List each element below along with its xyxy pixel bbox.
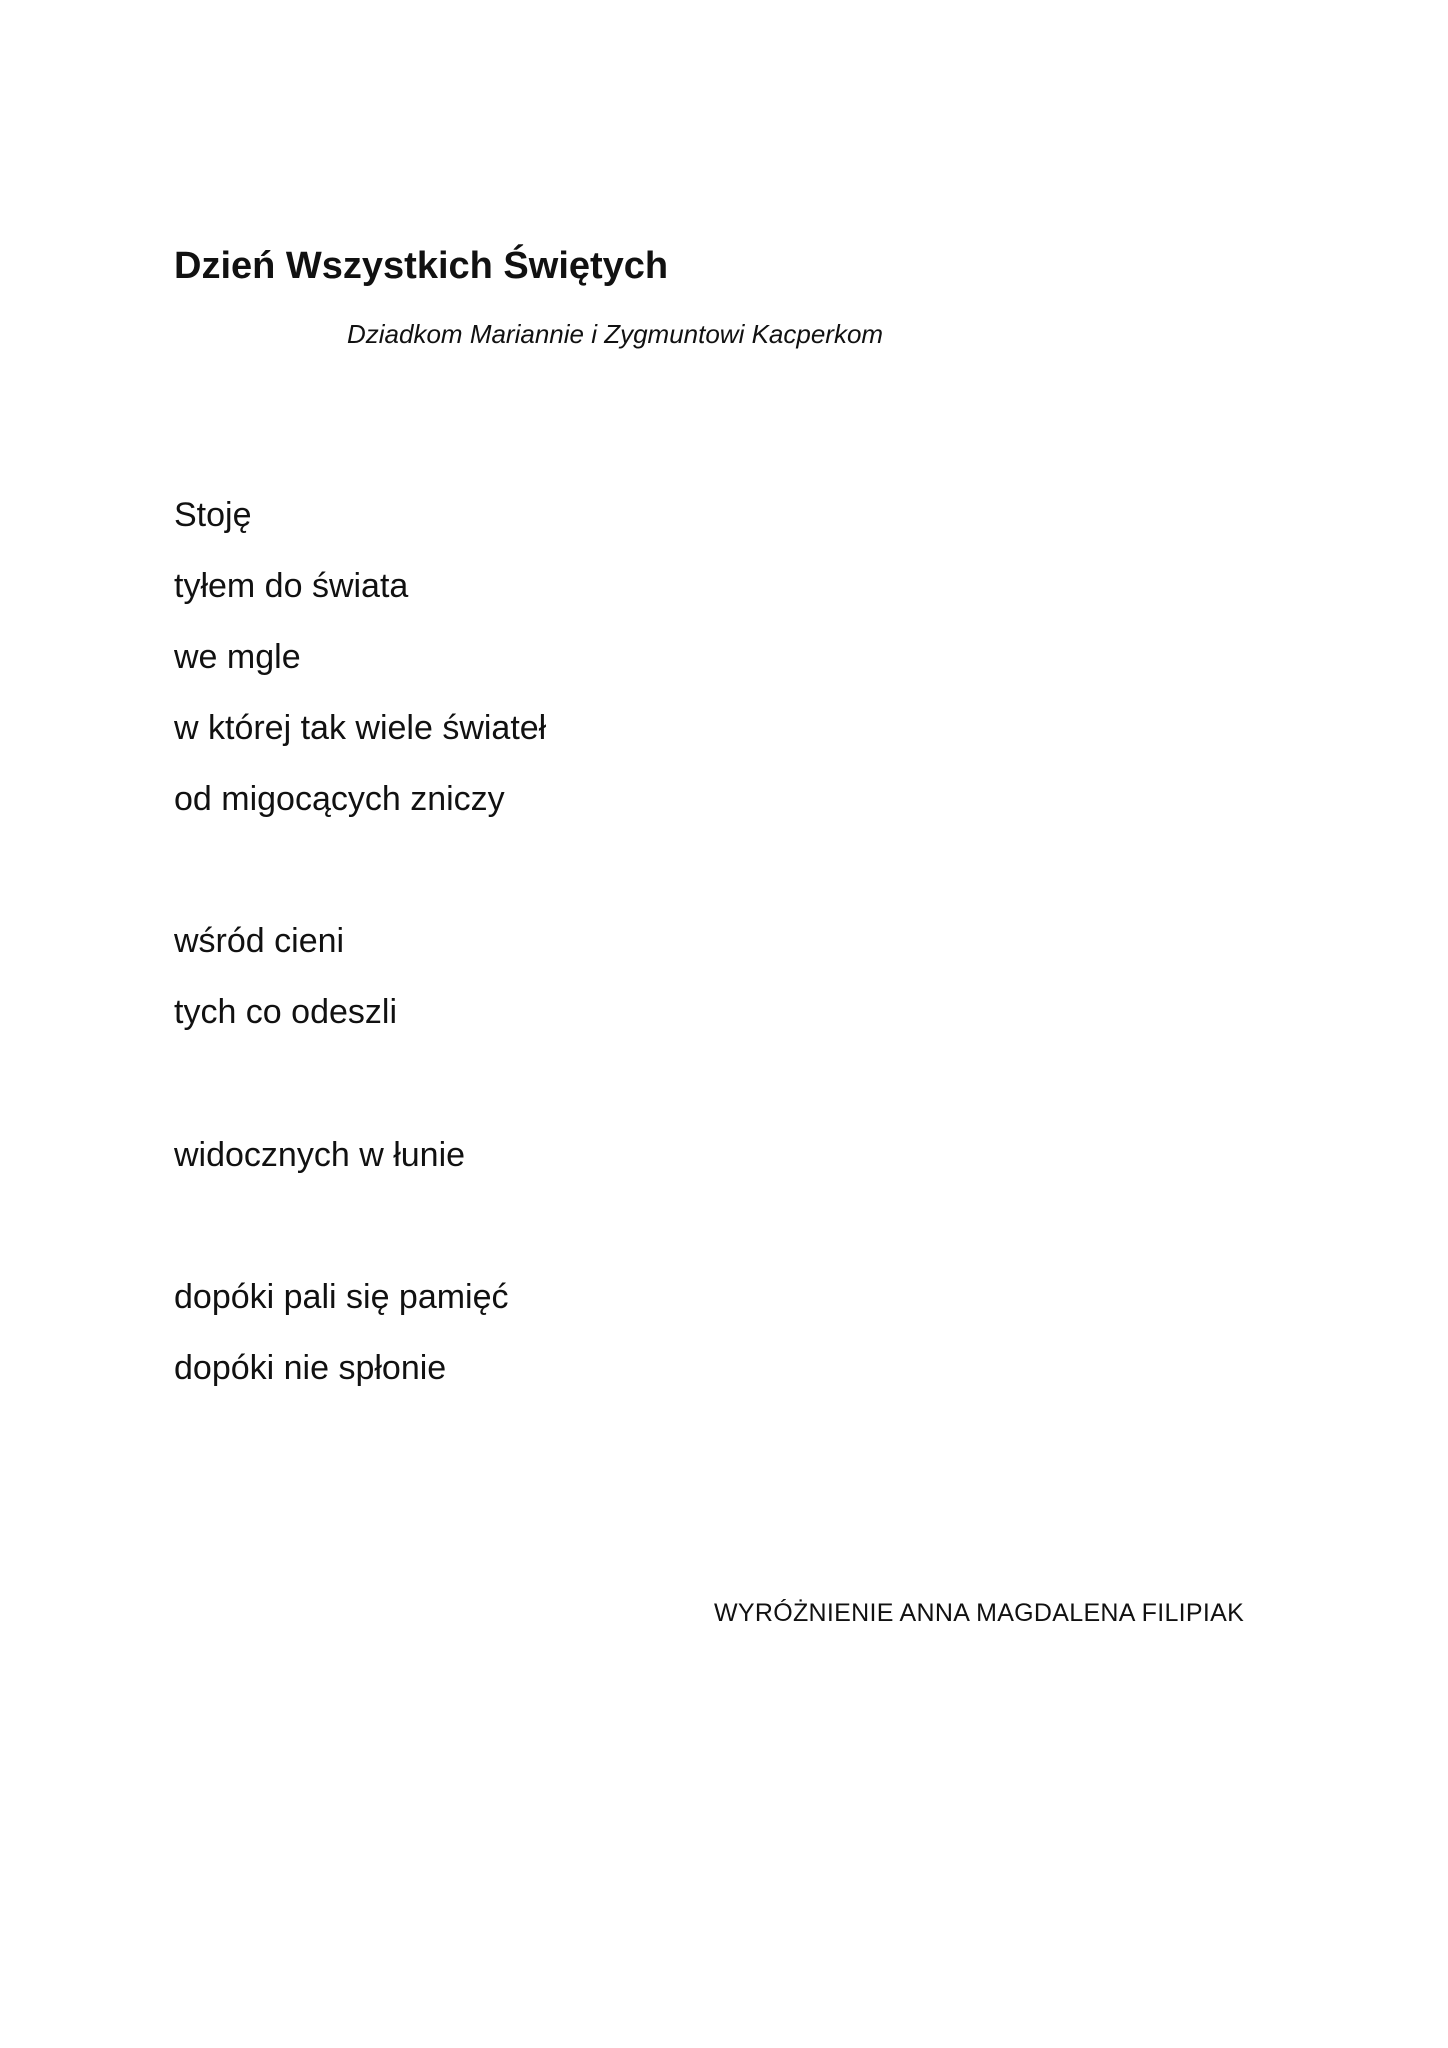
award-signature: WYRÓŻNIENIE ANNA MAGDALENA FILIPIAK bbox=[714, 1599, 1245, 1627]
poem-dedication: Dziadkom Mariannie i Zygmuntowi Kacperkom bbox=[347, 319, 884, 349]
poem-line: wśród cieni bbox=[174, 922, 345, 960]
poem-line: Stoję bbox=[174, 496, 252, 534]
poem-line: dopóki nie spłonie bbox=[174, 1349, 447, 1387]
poem-title: Dzień Wszystkich Świętych bbox=[174, 245, 669, 287]
poem-line: w której tak wiele świateł bbox=[174, 709, 547, 747]
poem-line: widocznych w łunie bbox=[174, 1136, 466, 1174]
poem-line: tyłem do świata bbox=[174, 567, 409, 605]
poem-line: tych co odeszli bbox=[174, 993, 397, 1031]
poem-line: od migocących zniczy bbox=[174, 780, 505, 818]
poem-line: we mgle bbox=[174, 638, 301, 676]
poem-line: dopóki pali się pamięć bbox=[174, 1278, 509, 1316]
